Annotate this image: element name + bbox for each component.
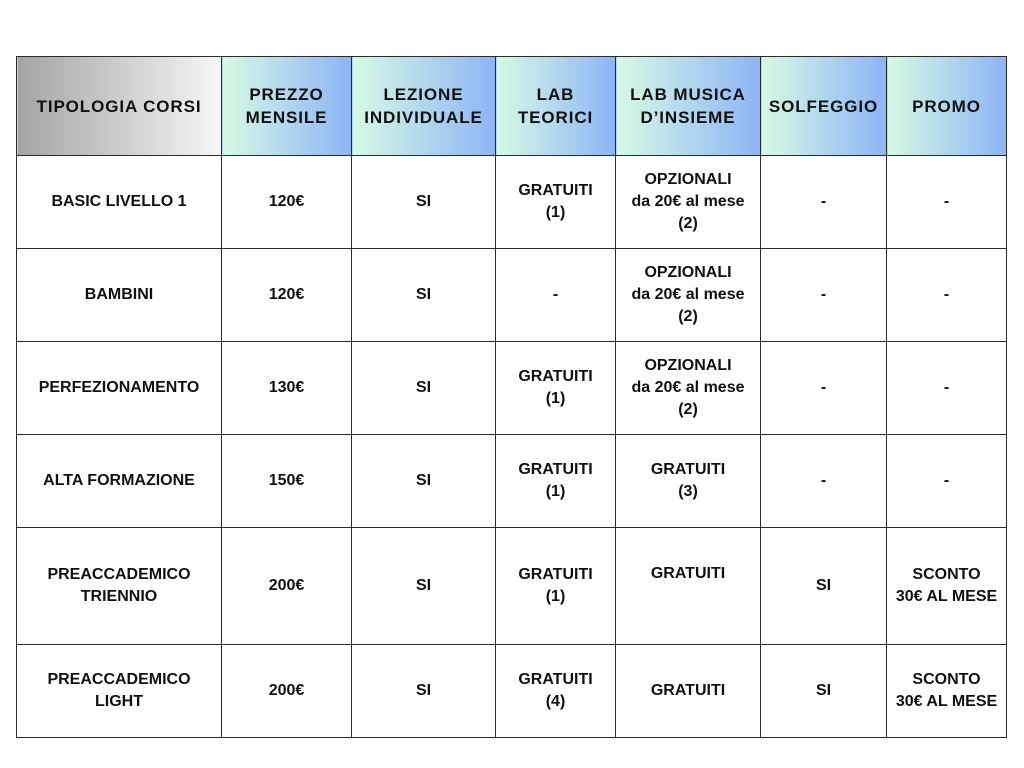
header-label-line: SOLFEGGIO [768,96,879,116]
cell-text-line: PERFEZIONAMENTO [38,379,200,396]
table-body [17,156,1007,738]
cell-lab-teorici [496,249,616,342]
cell-text-line: SI [415,286,432,303]
cell-text-line: 30€ AL MESE [895,693,998,710]
cell-text-line: GRATUITI [650,682,726,699]
cell-text-line: SI [415,472,432,489]
cell-tipologia-corsi [17,645,222,738]
cell-text-line: ALTA FORMAZIONE [43,472,195,489]
cell-solfeggio [761,528,887,645]
cell-lab-musica-d-insieme [616,342,761,435]
cell-text-line: GRATUITI [650,565,726,582]
table-row-preaccademico-triennio [17,528,1007,645]
cell-text-line: (1) [545,204,566,221]
cell-text-line: (3) [678,483,698,500]
cell-promo [887,249,1007,342]
cell-text-line: da 20€ al mese [631,379,745,396]
cell-promo [887,156,1007,249]
cell-prezzo-mensile [222,645,352,738]
cell-text-line: SCONTO [912,671,981,688]
cell-text-line: SCONTO [912,566,981,583]
header-tipologia-corsi [17,57,222,156]
header-label-line: LEZIONE [383,85,464,104]
cell-tipologia-corsi [17,435,222,528]
cell-text-line: - [943,286,950,303]
cell-text-line: TRIENNIO [80,588,158,605]
cell-solfeggio [761,435,887,528]
header-prezzo-mensile [222,57,352,156]
header-label-line: MENSILE [245,108,328,127]
header-lab-musica-d-insieme [616,57,761,156]
header-solfeggio [761,57,887,156]
cell-lezione-individuale [352,645,496,738]
cell-prezzo-mensile [222,528,352,645]
table-row-alta-formazione [17,435,1007,528]
cell-text-line: da 20€ al mese [631,286,745,303]
cell-text-line: - [943,472,950,489]
cell-lab-teorici [496,156,616,249]
cell-lab-teorici [496,528,616,645]
header-label-line: INDIVIDUALE [364,108,483,127]
cell-lab-musica-d-insieme [616,435,761,528]
header-label-line: PROMO [912,96,981,116]
cell-text-line: BAMBINI [84,286,154,303]
cell-lab-musica-d-insieme [616,528,761,645]
cell-text-line: - [820,379,827,396]
cell-text-line: GRATUITI [650,461,726,478]
cell-solfeggio [761,645,887,738]
cell-solfeggio [761,342,887,435]
cell-text-line: (2) [678,215,698,232]
cell-text-line: BASIC LIVELLO 1 [51,193,187,210]
cell-lab-teorici [496,342,616,435]
cell-text-line: (1) [545,390,566,407]
cell-tipologia-corsi [17,249,222,342]
cell-prezzo-mensile [222,342,352,435]
cell-text-line: da 20€ al mese [631,193,745,210]
cell-solfeggio [761,156,887,249]
header-label-line: TEORICI [517,108,594,127]
cell-lezione-individuale [352,249,496,342]
header-row [17,57,1007,156]
cell-solfeggio [761,249,887,342]
cell-lab-musica-d-insieme [616,156,761,249]
table-header [17,57,1007,156]
cell-text-line: - [943,193,950,210]
cell-prezzo-mensile [222,435,352,528]
cell-promo [887,645,1007,738]
header-lab-teorici [496,57,616,156]
table-row-perfezionamento [17,342,1007,435]
cell-lezione-individuale [352,528,496,645]
cell-text-line: GRATUITI [518,461,593,478]
header-label-line: TIPOLOGIA CORSI [36,96,202,116]
cell-text-line: 150€ [268,472,305,489]
cell-tipologia-corsi [17,342,222,435]
table-row-basic-livello-1 [17,156,1007,249]
cell-text-line: LIGHT [95,693,143,710]
cell-promo [887,528,1007,645]
cell-text-line: 130€ [268,379,305,396]
cell-lezione-individuale [352,342,496,435]
cell-prezzo-mensile [222,156,352,249]
cell-text-line: - [820,193,827,210]
cell-text-line: SI [815,682,832,699]
courses-table [16,56,1007,738]
cell-lezione-individuale [352,435,496,528]
cell-text-line: SI [415,577,432,594]
header-label-line: D’INSIEME [640,108,736,127]
cell-text-line: 120€ [268,286,305,303]
cell-promo [887,342,1007,435]
cell-tipologia-corsi [17,156,222,249]
cell-text-line: - [552,286,559,303]
cell-text-line: 30€ AL MESE [895,588,998,605]
cell-text-line: PREACCADEMICO [47,671,191,688]
cell-text-line: SI [415,682,432,699]
cell-lab-teorici [496,435,616,528]
cell-lab-musica-d-insieme [616,645,761,738]
cell-text-line: PREACCADEMICO [47,566,191,583]
cell-text-line: OPZIONALI [644,264,732,281]
table-row-preaccademico-light [17,645,1007,738]
cell-text-line: 200€ [268,577,305,594]
cell-text-line: SI [415,193,432,210]
cell-promo [887,435,1007,528]
cell-text-line: (1) [545,483,566,500]
header-label-line: PREZZO [249,85,324,104]
cell-lab-musica-d-insieme [616,249,761,342]
cell-prezzo-mensile [222,249,352,342]
table-row-bambini [17,249,1007,342]
header-label-line: LAB [536,85,575,104]
cell-text-line: (2) [678,401,698,418]
header-promo [887,57,1007,156]
cell-text-line: SI [415,379,432,396]
cell-text-line: GRATUITI [518,368,593,385]
cell-text-line: (1) [545,588,566,605]
cell-lab-teorici [496,645,616,738]
cell-text-line: GRATUITI [518,566,593,583]
cell-text-line: (4) [545,693,566,710]
cell-text-line: - [820,472,827,489]
header-label-line: LAB MUSICA [630,85,746,104]
cell-text-line: GRATUITI [518,182,593,199]
cell-text-line: OPZIONALI [644,357,732,374]
header-lezione-individuale [352,57,496,156]
cell-text-line: SI [815,577,832,594]
cell-text-line: - [820,286,827,303]
cell-text-line: - [943,379,950,396]
cell-text-line: 200€ [268,682,305,699]
cell-text-line: OPZIONALI [644,171,732,188]
cell-lezione-individuale [352,156,496,249]
cell-text-line: (2) [678,308,698,325]
cell-tipologia-corsi [17,528,222,645]
cell-text-line: GRATUITI [518,671,593,688]
cell-text-line: 120€ [268,193,305,210]
